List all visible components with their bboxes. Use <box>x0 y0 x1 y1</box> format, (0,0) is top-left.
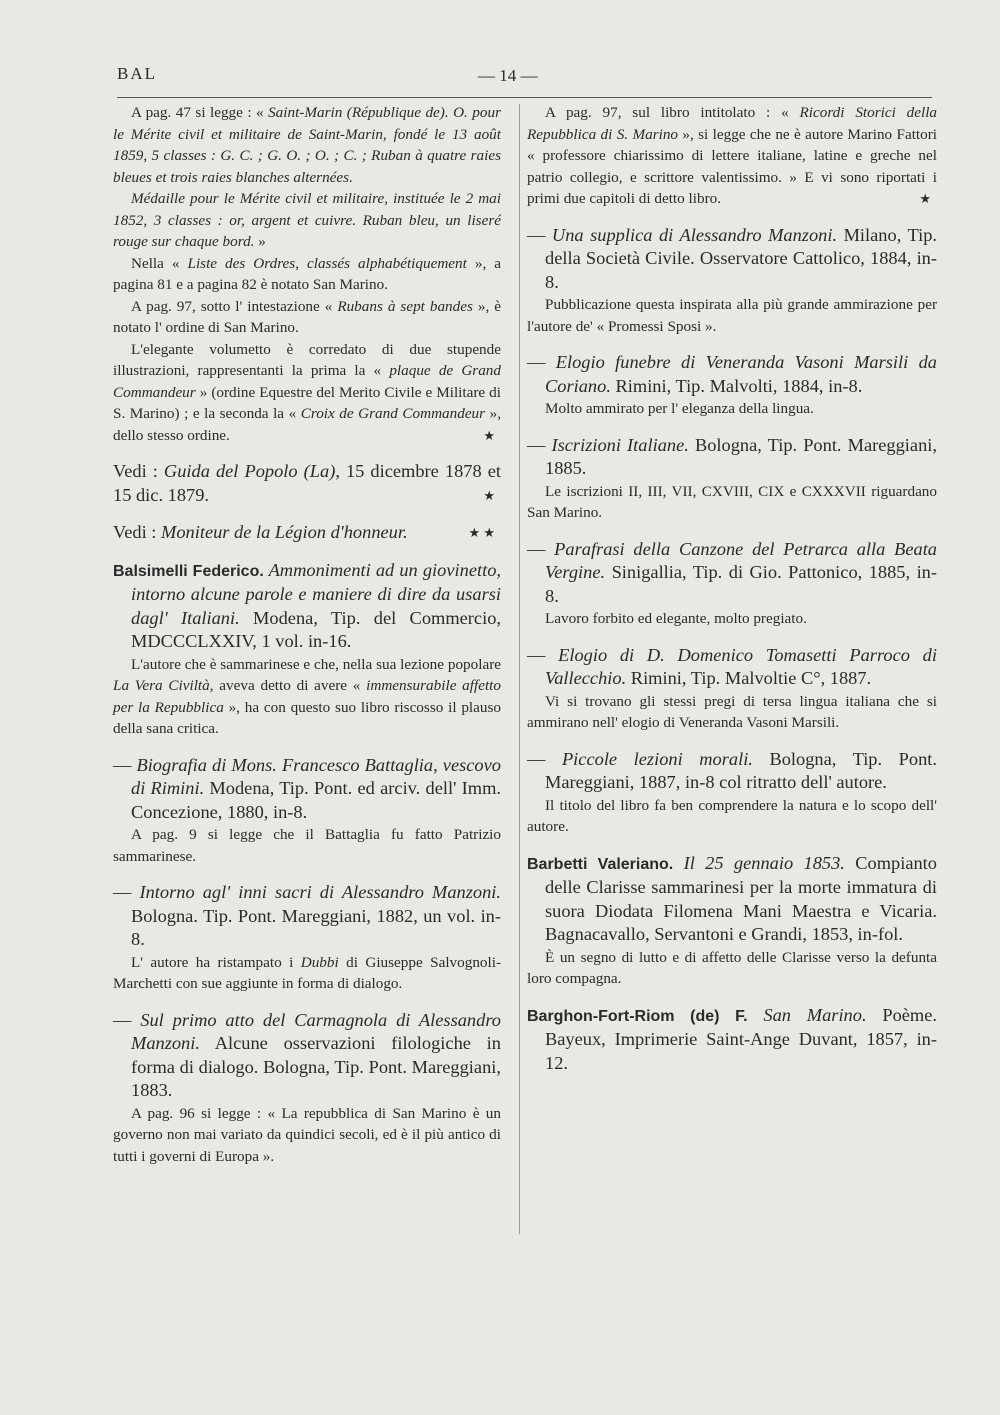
page-number: — 14 — <box>478 66 538 85</box>
text: » <box>254 233 266 250</box>
bibliography-entry <box>113 559 501 740</box>
paragraph <box>113 188 501 253</box>
paragraph <box>113 296 501 339</box>
paragraph <box>113 253 501 296</box>
annotation: Le iscrizioni II, III, VII, CXVIII, CIX e CXXXVII riguardano San Marino. <box>527 482 937 521</box>
text: », è notato l' ordine di San Marino. <box>113 297 501 336</box>
cited-title: Rubans à sept bandes <box>337 297 473 315</box>
dash: — <box>527 644 559 665</box>
text: di Giuseppe Salvognoli-Marchetti con sue aggiunte in forma di dialogo. <box>113 953 502 992</box>
bibliography-entry <box>527 1004 937 1076</box>
entry-heading <box>527 644 937 691</box>
text: L' autore ha ristampato i <box>131 953 301 971</box>
book-title: Biografia di Mons. Francesco Battaglia, vescovo di Rimini. <box>131 754 501 798</box>
text: , 15 dicembre 1878 et 15 dic. 1879. <box>113 461 501 505</box>
star-icon: ★ <box>483 487 495 503</box>
entry-heading <box>113 881 501 952</box>
publication-info: Modena, Tip. del Commercio, MDCCCLXXIV, 1 vol. in-16. <box>131 607 501 651</box>
text: Nella « <box>131 254 188 272</box>
entry-heading <box>113 754 501 825</box>
cited-title: Guida del Popolo (La) <box>163 461 336 481</box>
see-also-entry <box>113 521 501 545</box>
publication-info: Bologna, Tip. Pont. Mareggiani, 1885. <box>545 434 937 478</box>
star-icon: ★ <box>919 191 931 206</box>
annotation: Molto ammirato per l' eleganza della lingua. <box>545 400 814 417</box>
bibliography-entry <box>527 434 937 524</box>
book-title: Il 25 gennaio 1853. <box>673 852 845 873</box>
author-name: Barghon-Fort-Riom (de) F. <box>527 1007 748 1025</box>
cited-title: Dubbi <box>300 953 339 971</box>
book-title: Parafrasi della Canzone del Petrarca alla Beata Vergine. <box>545 538 937 582</box>
book-title: Ammonimenti ad un giovinetto, intorno alcune parole e maniere di dire da usarsi dagl' Italiani. <box>131 559 501 628</box>
book-title: Elogio di D. Domenico Tomasetti Parroco di Vallecchio. <box>545 644 937 688</box>
paragraph <box>527 102 937 210</box>
book-title: San Marino. <box>747 1004 867 1025</box>
book-title: Iscrizioni Italiane. <box>551 434 689 455</box>
quote-text: immensurabile affetto per la Repubblica <box>113 677 501 716</box>
entry-continuation <box>527 102 937 210</box>
entry-heading <box>113 1009 501 1103</box>
annotation <box>113 654 501 740</box>
text: », dello stesso ordine. <box>113 405 502 444</box>
right-column <box>527 102 937 1089</box>
text: L'autore che è sammarinese e che, nella sua lezione popolare <box>131 655 501 673</box>
annotation: Pubblicazione questa inspirata alla più grande ammirazione per l'autore de' « Promessi Sposi ». <box>527 296 937 335</box>
book-title: Intorno agl' inni sacri di Alessandro Manzoni. <box>139 882 501 902</box>
annotation: A pag. 96 si legge : « La repubblica di San Marino è un governo non mai variato da quindici secoli, ed è il più antico di tutti i governi di Europa ». <box>113 1104 501 1165</box>
paragraph <box>113 521 501 545</box>
entry-heading <box>527 434 937 481</box>
entry-heading <box>113 559 501 654</box>
bibliography-entry <box>527 644 937 734</box>
annotation: Lavoro forbito ed elegante, molto pregiato. <box>545 610 807 627</box>
book-title: Elogio funebre di Veneranda Vasoni Marsili da Coriano. <box>545 352 937 396</box>
dash: — <box>527 748 562 769</box>
author-name: Barbetti Valeriano. <box>527 855 674 873</box>
bibliography-entry <box>527 748 937 838</box>
book-title: Una supplica di Alessandro Manzoni. <box>551 224 838 245</box>
text: Vedi : <box>113 461 164 481</box>
dash: — <box>113 882 140 902</box>
cited-title: Ricordi Storici della Repubblica di S. Marino <box>527 104 938 143</box>
annotation: A pag. 9 si legge che il Battaglia fu fatto Patrizio sammarinese. <box>113 826 501 865</box>
author-name: Balsimelli Federico. <box>113 562 264 580</box>
see-also-entry <box>113 460 501 507</box>
dash: — <box>527 224 552 245</box>
annotation <box>113 952 501 995</box>
paragraph <box>113 339 501 447</box>
star-icon: ★ ★ <box>468 525 495 540</box>
paragraph <box>113 460 501 507</box>
text: A pag. 97, sul libro intitolato : « <box>545 104 800 121</box>
publication-info: Sinigallia, Tip. di Gio. Pattonico, 1885, in-8. <box>545 562 937 606</box>
cited-title: plaque de Grand Commandeur <box>113 362 501 401</box>
text: A pag. 97, sotto l' intestazione « <box>131 297 338 315</box>
dash: — <box>527 352 556 372</box>
text: L'elegante volumetto è corredato di due stupende illustrazioni, rappresentanti la prima la « <box>113 340 501 379</box>
cited-title: Liste des Ordres, classés alphabétiquement <box>187 254 467 272</box>
bibliography-entry <box>527 351 937 420</box>
running-head: BAL <box>117 64 157 83</box>
publication-info: Poème. Bayeux, Imprimerie Saint-Ange Duvant, 1857, in-12. <box>545 1004 937 1073</box>
column-divider <box>519 104 520 1234</box>
publication-info: Rimini, Tip. Malvoltie C°, 1887. <box>626 668 872 688</box>
entry-heading <box>527 1004 937 1076</box>
publication-info: Compianto delle Clarisse sammarinesi per la morte immatura di suora Diodata Filomena Mani Maestra e Vicaria. Bagnacavallo, Servantoni e Grandi, 1853, in-fol. <box>545 852 937 944</box>
annotation: È un segno di lutto e di affetto delle Clarisse verso la defunta loro compagna. <box>527 948 937 987</box>
dash: — <box>113 1009 141 1030</box>
quote-text: Médaille pour le Mérite civil et militaire, instituée le 2 mai 1852, 3 classes : or, argent et cuivre. Ruban bleu, un liseré rouge sur chaque bord. <box>113 190 501 250</box>
header-rule <box>117 97 932 98</box>
bibliography-entry <box>113 1009 501 1168</box>
star-icon: ★ <box>483 427 495 443</box>
publication-info: Modena, Tip. Pont. ed arciv. dell' Imm. Concezione, 1880, in-8. <box>131 778 501 822</box>
bibliography-entry <box>113 881 501 995</box>
text: », si legge che ne è autore Marino Fattori « professore chiarissimo di lettere italiane, latine e greche nel patrio collegio, e scrittore valentissimo. » E vi sono riportati i primi due capitoli di detto libro. <box>527 125 938 207</box>
entry-continuation <box>113 102 501 446</box>
publication-info: Rimini, Tip. Malvolti, 1884, in-8. <box>610 375 863 396</box>
bibliography-entry <box>527 224 937 338</box>
left-column <box>113 102 501 1181</box>
entry-heading <box>527 748 937 795</box>
entry-heading <box>527 852 937 947</box>
entry-heading <box>527 351 937 398</box>
dash: — <box>113 754 137 775</box>
cited-title: Moniteur de la Légion d'honneur. <box>161 522 408 542</box>
quote-text: Saint-Marin (République de). O. pour le Mérite civil et militaire de Saint-Marin, fondé le 13 août 1859, 5 classes : G. C. ; G. O. ; O. ; C. ; Ruban à quatre raies bleues et trois raies blanches alternées. <box>113 104 501 186</box>
bibliography-entry <box>113 754 501 868</box>
publication-info: Milano, Tip. della Società Civile. Osservatore Cattolico, 1884, in-8. <box>545 224 937 292</box>
annotation: Vi si trovano gli stessi pregi di tersa lingua italiana che si ammirano nell' elogio di Veneranda Vasoni Marsili. <box>527 692 937 731</box>
book-title: Piccole lezioni morali. <box>561 748 753 769</box>
cited-title: Croix de Grand Commandeur <box>300 405 486 422</box>
dash: — <box>527 538 555 559</box>
entry-heading <box>527 538 937 609</box>
text: », ha con questo suo libro riscosso il plauso della sana critica. <box>113 698 501 737</box>
annotation: Il titolo del libro fa ben comprendere la natura e lo scopo dell' autore. <box>527 796 937 835</box>
publication-info: Alcune osservazioni filologiche in forma di dialogo. Bologna, Tip. Pont. Mareggiani, 1883. <box>131 1033 501 1100</box>
bibliography-entry <box>527 538 937 630</box>
dash: — <box>527 434 552 455</box>
cited-title: La Vera Civiltà <box>113 677 210 694</box>
publication-info: Bologna, Tip. Pont. Mareggiani, 1887, in-8 col ritratto dell' autore. <box>545 748 937 792</box>
paragraph <box>113 102 501 188</box>
text: A pag. 47 si legge : « <box>131 104 269 121</box>
text: , aveva detto di avere « <box>209 677 367 694</box>
text: » (ordine Equestre del Merito Civile e Militare di S. Marino) ; e la seconda la « <box>113 383 501 422</box>
bibliography-entry <box>527 852 937 990</box>
book-title: Sul primo atto del Carmagnola di Alessandro Manzoni. <box>131 1009 501 1053</box>
publication-info: Bologna. Tip. Pont. Mareggiani, 1882, un vol. in-8. <box>131 905 501 949</box>
entry-heading <box>527 224 937 295</box>
text: Vedi : <box>113 522 162 542</box>
text: », a pagina 81 e a pagina 82 è notato San Marino. <box>113 254 501 293</box>
